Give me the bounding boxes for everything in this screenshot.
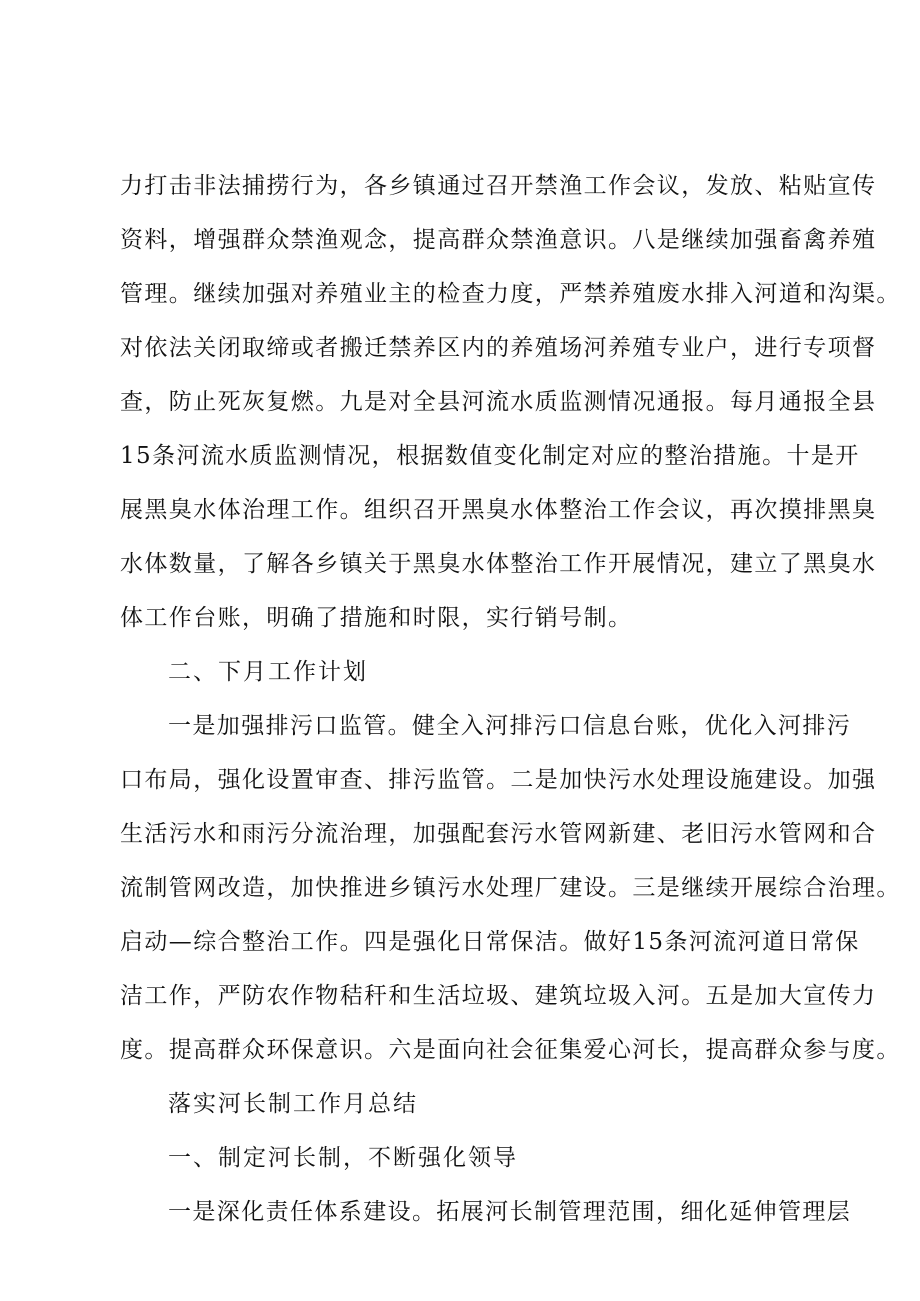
paragraph-2-line-4: 流制管网改造，加快推进乡镇污水处理厂建设。三是继续开展综合治理。 <box>120 875 901 901</box>
paragraph-1-line-8: 水体数量，了解各乡镇关于黑臭水体整治工作开展情况，建立了黑臭水 <box>120 551 877 577</box>
paragraph-2-line-6: 洁工作，严防农作物秸秆和生活垃圾、建筑垃圾入河。五是加大宣传力 <box>120 983 877 1009</box>
document-title-summary: 落实河长制工作月总结 <box>168 1091 418 1117</box>
paragraph-1-line-6: 15条河流水质监测情况，根据数值变化制定对应的整治措施。十是开 <box>120 443 860 469</box>
paragraph-2-line-2: 口布局，强化设置审查、排污监管。二是加快污水处理设施建设。加强 <box>120 767 877 793</box>
paragraph-1-line-3: 管理。继续加强对养殖业主的检查力度，严禁养殖废水排入河道和沟渠。 <box>120 281 901 307</box>
paragraph-1-line-2: 资料，增强群众禁渔观念，提高群众禁渔意识。八是继续加强畜禽养殖 <box>120 227 877 253</box>
paragraph-2-line-3: 生活污水和雨污分流治理，加强配套污水管网新建、老旧污水管网和合 <box>120 821 877 847</box>
section-heading-1: 一、制定河长制，不断强化领导 <box>168 1145 518 1171</box>
paragraph-1-line-5: 查，防止死灰复燃。九是对全县河流水质监测情况通报。每月通报全县 <box>120 389 877 415</box>
paragraph-2-line-5: 启动—综合整治工作。四是强化日常保洁。做好15条河流河道日常保 <box>120 929 860 955</box>
section-heading-next-month: 二、下月工作计划 <box>168 659 368 685</box>
paragraph-2-line-7: 度。提高群众环保意识。六是面向社会征集爱心河长，提高群众参与度。 <box>120 1037 901 1063</box>
paragraph-1-line-9: 体工作台账，明确了措施和时限，实行销号制。 <box>120 605 633 631</box>
paragraph-1-line-1: 力打击非法捕捞行为，各乡镇通过召开禁渔工作会议，发放、粘贴宣传 <box>120 173 877 199</box>
paragraph-1-line-7: 展黑臭水体治理工作。组织召开黑臭水体整治工作会议，再次摸排黑臭 <box>120 497 877 523</box>
paragraph-2-line-1: 一是加强排污口监管。健全入河排污口信息台账，优化入河排污 <box>168 713 852 739</box>
paragraph-3-line-1: 一是深化责任体系建设。拓展河长制管理范围，细化延伸管理层 <box>168 1199 852 1225</box>
paragraph-1-line-4: 对依法关闭取缔或者搬迁禁养区内的养殖场河养殖专业户，进行专项督 <box>120 335 877 361</box>
